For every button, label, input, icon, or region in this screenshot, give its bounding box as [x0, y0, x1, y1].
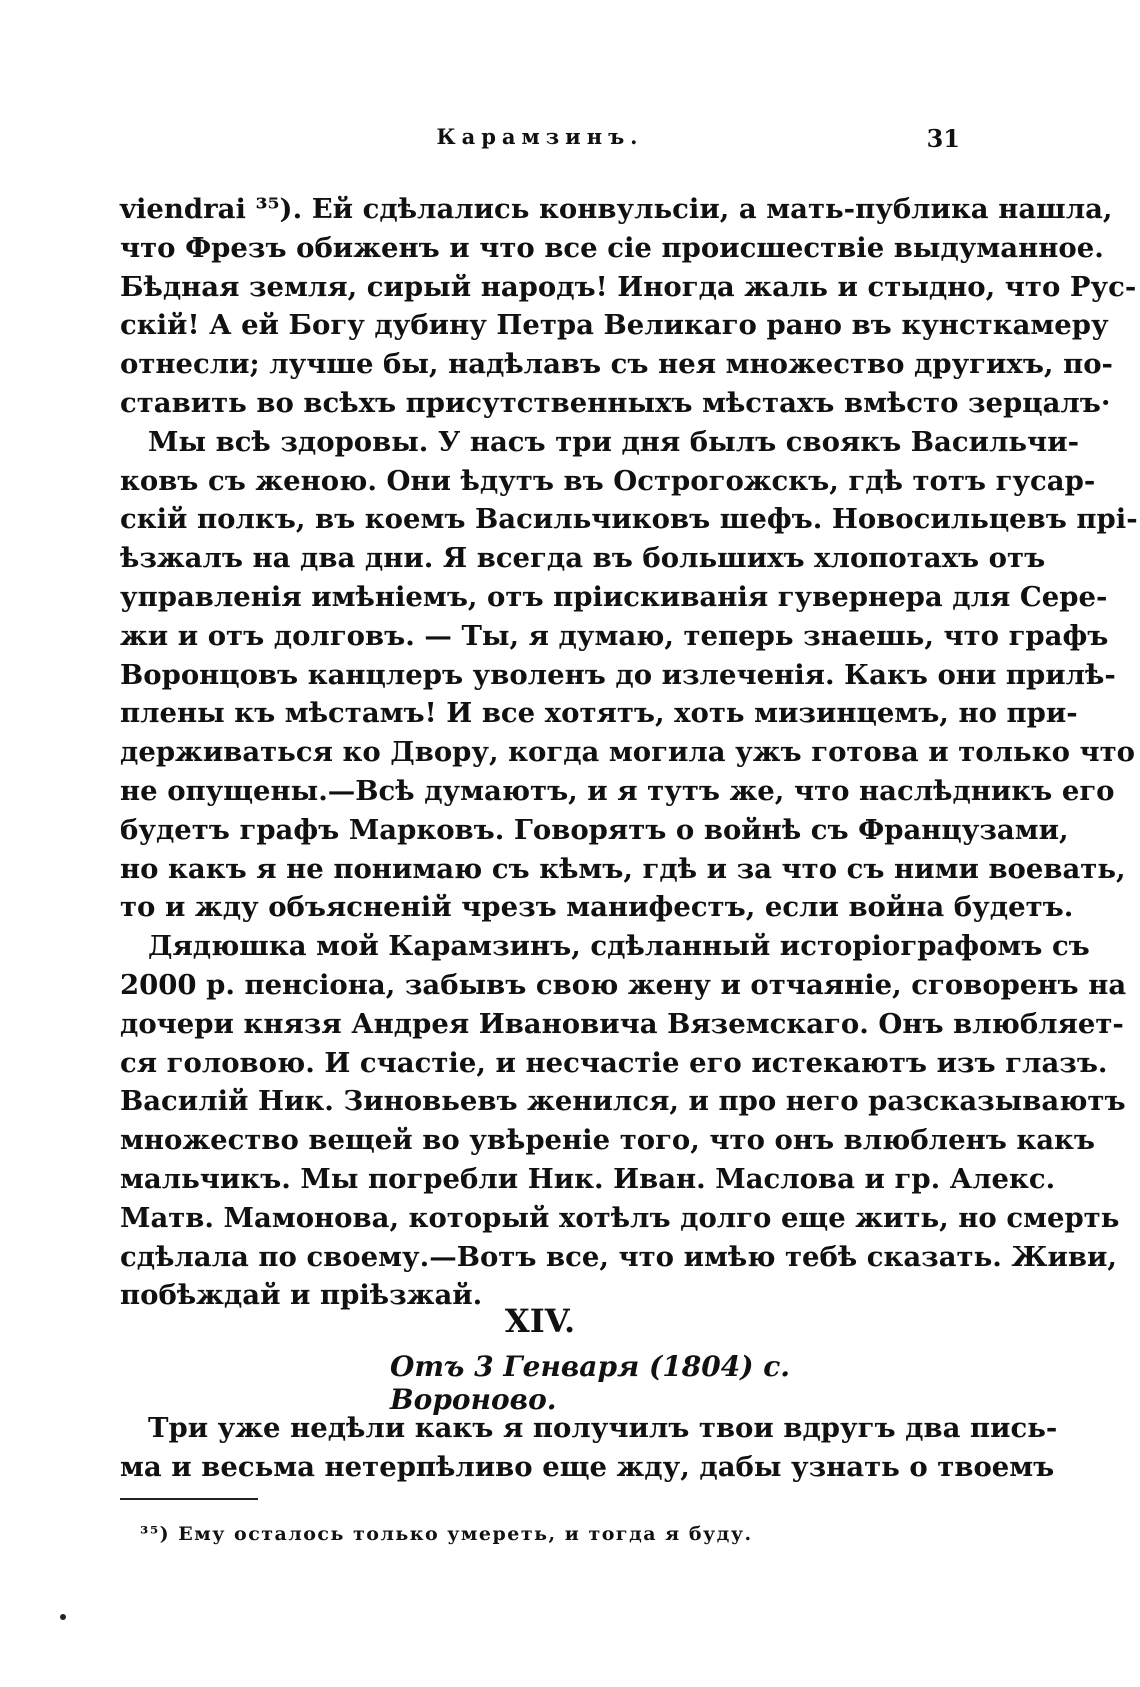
- text-line: множество вещей во увѣреніе того, что онъ влюбленъ какъ: [120, 1124, 1096, 1157]
- letter-opening-text: [120, 1409, 1058, 1487]
- text-line: но какъ я не понимаю съ кѣмъ, гдѣ и за что съ ними воевать,: [120, 852, 1126, 885]
- text-line: мальчикъ. Мы погребли Ник. Иван. Маслова и гр. Алекс.: [120, 1162, 1056, 1195]
- text-line: не опущены.—Всѣ думаютъ, и я тутъ же, что наслѣдникъ его: [120, 774, 1115, 807]
- text-line: что Фрезъ обиженъ и что все сіе происшествіе выдуманное.: [120, 231, 1104, 264]
- footnote-marker: ³⁵): [140, 1523, 171, 1545]
- text-line: жи и отъ долговъ. — Ты, я думаю, теперь знаешь, что графъ: [120, 619, 1109, 652]
- scan-speck: [60, 1614, 66, 1620]
- running-title: Карамзинъ.: [436, 124, 644, 149]
- text-line: сдѣлала по своему.—Вотъ все, что имѣю тебѣ сказать. Живи,: [120, 1240, 1117, 1273]
- text-line: ѣзжалъ на два дни. Я всегда въ большихъ хлопотахъ отъ: [120, 542, 1046, 575]
- text-line: 2000 р. пенсіона, забывъ свою жену и отчаяніе, сговоренъ на: [120, 968, 1127, 1001]
- text-line: Воронцовъ канцлеръ уволенъ до излеченія. Какъ они прилѣ-: [120, 658, 1116, 691]
- text-line: управленія имѣніемъ, отъ пріискиванія гувернера для Сере-: [120, 580, 1108, 613]
- text-line: держиваться ко Двору, когда могила ужъ готова и только что: [120, 736, 1135, 769]
- section-number: XIV.: [504, 1302, 576, 1340]
- text-line: Дядюшка мой Карамзинъ, сдѣланный исторіографомъ съ: [148, 930, 1090, 963]
- text-line: Бѣдная земля, сирый народъ! Иногда жаль и стыдно, что Рус-: [120, 270, 1137, 303]
- footnote: [140, 1523, 940, 1545]
- text-line: плены къ мѣстамъ! И все хотятъ, хоть мизинцемъ, но при-: [120, 697, 1078, 730]
- body-text: [120, 190, 1138, 1315]
- section-date: Отъ 3 Генваря (1804) с. Вороново.: [390, 1350, 791, 1416]
- footnote-text: Ему осталось только умереть, и тогда я буду.: [178, 1523, 753, 1545]
- text-line: отнесли; лучше бы, надѣлавъ съ нея множество другихъ, по-: [120, 348, 1113, 381]
- text-line: скій полкъ, въ коемъ Васильчиковъ шефъ. Новосильцевъ прі-: [120, 503, 1138, 536]
- text-line: Мы всѣ здоровы. У насъ три дня былъ своякъ Васильчи-: [148, 425, 1079, 458]
- text-line: будетъ графъ Марковъ. Говорятъ о войнѣ съ Французами,: [120, 813, 1069, 846]
- text-line: viendrai ³⁵). Ей сдѣлались конвульсіи, а мать-публика нашла,: [120, 193, 1113, 225]
- text-line: Матв. Мамонова, который хотѣлъ долго еще жить, но смерть: [120, 1201, 1120, 1234]
- text-line: то и жду объясненій чрезъ манифестъ, если война будетъ.: [120, 891, 1074, 924]
- text-line: дочери князя Андрея Ивановича Вяземскаго. Онъ влюбляет-: [120, 1007, 1124, 1040]
- text-line: скій! А ей Богу дубину Петра Великаго рано въ кунсткамеру: [120, 309, 1109, 342]
- letter-line: Три уже недѣли какъ я получилъ твои вдругъ два пись-: [148, 1412, 1058, 1444]
- text-line: ставить во всѣхъ присутственныхъ мѣстахъ вмѣсто зерцалъ·: [120, 386, 1111, 419]
- letter-line: ма и весьма нетерпѣливо еще жду, дабы узнать о твоемъ: [120, 1450, 1055, 1483]
- footnote-rule: [120, 1498, 258, 1500]
- text-line: ковъ съ женою. Они ѣдутъ въ Острогожскъ, гдѣ тотъ гусар-: [120, 464, 1096, 497]
- page-number: 31: [926, 124, 960, 153]
- text-line: Василій Ник. Зиновьевъ женился, и про него разсказываютъ: [120, 1085, 1126, 1118]
- text-line: побѣждай и пріѣзжай.: [120, 1279, 483, 1312]
- text-line: ся головою. И счастіе, и несчастіе его истекаютъ изъ глазъ.: [120, 1046, 1108, 1079]
- page-header: [120, 124, 960, 160]
